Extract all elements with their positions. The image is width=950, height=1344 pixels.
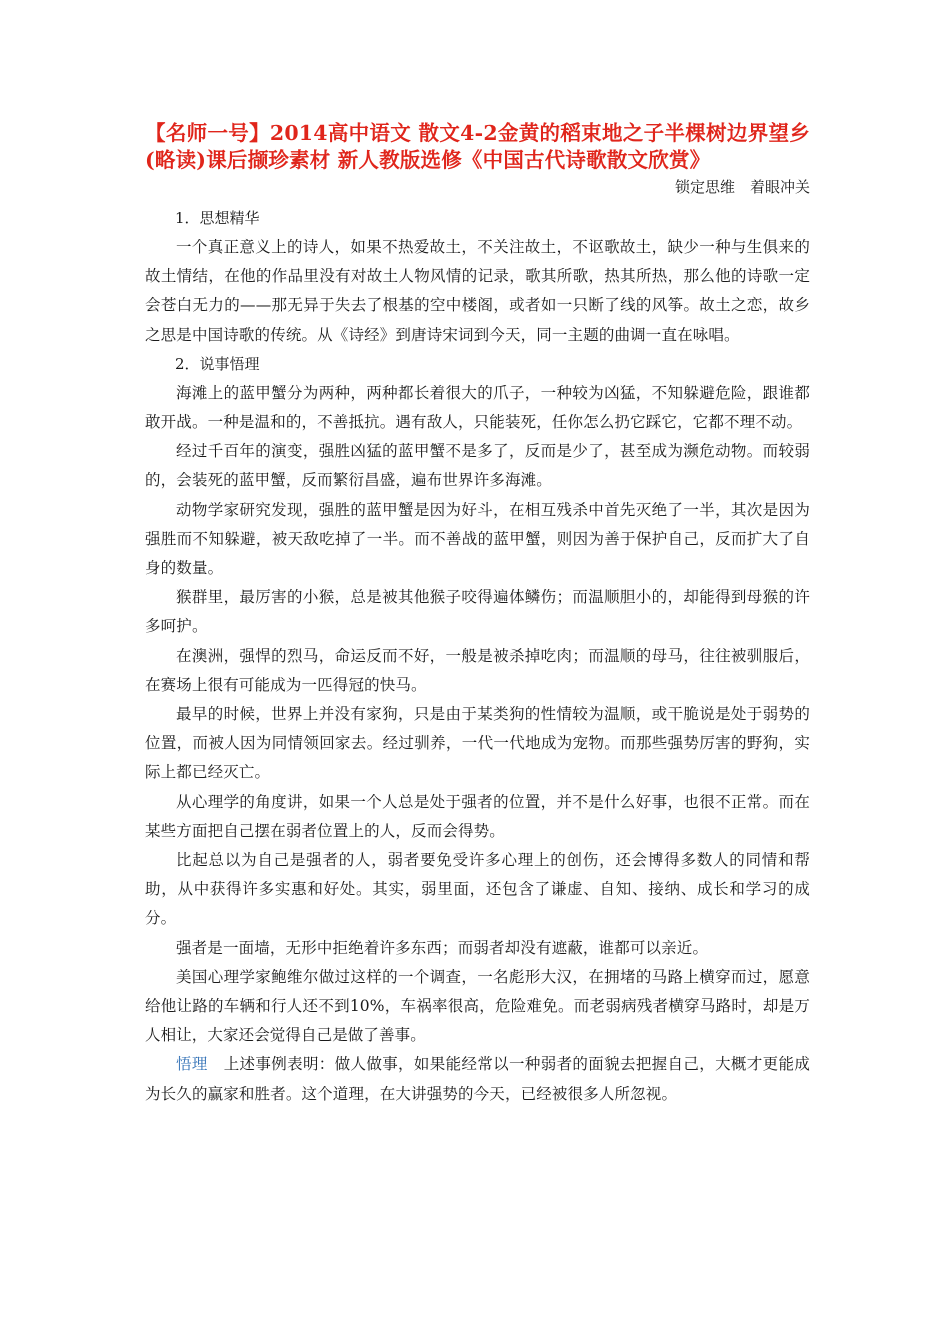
paragraph: 最早的时候，世界上并没有家狗，只是由于某类狗的性情较为温顺，或干脆说是处于弱势的位置，而被人因为同情领回家去。经过驯养，一代一代地成为宠物。而那些强势厉害的野狗，实际上都已经灭亡。 [145, 705, 810, 782]
section-heading-1: 1．思想精华 [175, 209, 260, 227]
paragraph: 在澳洲，强悍的烈马，命运反而不好，一般是被杀掉吃肉；而温顺的母马，往往被驯服后，在赛场上很有可能成为一匹得冠的快马。 [145, 646, 810, 694]
paragraph: 猴群里，最厉害的小猴，总是被其他猴子咬得遍体鳞伤；而温顺胆小的，却能得到母猴的许多呵护。 [145, 588, 810, 636]
paragraph: 海滩上的蓝甲蟹分为两种，两种都长着很大的爪子，一种较为凶猛，不知躲避危险，跟谁都敢开战。一种是温和的，不善抵抗。遇有敌人，只能装死，任你怎么扔它踩它，它都不理不动。 [145, 383, 810, 432]
section-heading-2: 2．说事悟理 [175, 354, 260, 373]
paragraph: 经过千百年的演变，强胜凶猛的蓝甲蟹不是多了，反而是少了，甚至成为濒危动物。而较弱的，会装死的蓝甲蟹，反而繁衍昌盛，遍布世界许多海滩。 [145, 442, 810, 490]
document-title: 【名师一号】2014高中语文 散文4-2金黄的稻束地之子半棵树边界望乡(略读)课后撷珍素材 新人教版选修《中国古代诗歌散文欣赏》 [145, 121, 810, 172]
wuli-paragraph [145, 1050, 810, 1108]
wuli-text: 上述事例表明：做人做事，如果能经常以一种弱者的面貌去把握自己，大概才更能成为长久的赢家和胜者。这个道理，在大讲强势的今天，已经被很多人所忽视。 [145, 1055, 810, 1103]
wuli-label: 悟理 [176, 1055, 208, 1074]
paragraph: 从心理学的角度讲，如果一个人总是处于强者的位置，并不是什么好事，也很不正常。而在某些方面把自己摆在弱者位置上的人，反而会得势。 [145, 792, 810, 840]
document-page [145, 120, 810, 1109]
paragraph: 美国心理学家鲍维尔做过这样的一个调查，一名彪形大汉，在拥堵的马路上横穿而过，愿意给他让路的车辆和行人还不到10%，车祸率很高，危险难免。而老弱病残者横穿马路时，却是万人相让，大家还会觉得自己是做了善事。 [145, 967, 810, 1045]
paragraph: 动物学家研究发现，强胜的蓝甲蟹是因为好斗，在相互残杀中首先灭绝了一半，其次是因为强胜而不知躲避，被天敌吃掉了一半。而不善战的蓝甲蟹，则因为善于保护自己，反而扩大了自身的数量。 [145, 500, 810, 578]
paragraph: 一个真正意义上的诗人，如果不热爱故土，不关注故土，不讴歌故土，缺少一种与生俱来的故土情结，在他的作品里没有对故土人物风情的记录，歌其所歌，热其所热，那么他的诗歌一定会苍白无力的——那无异于失去了根基的空中楼阁，或者如一只断了线的风筝。故土之恋，故乡之思是中国诗歌的传统。从《诗经》到唐诗宋词到今天，同一主题的曲调一直在咏唱。 [145, 238, 810, 344]
document-subtitle: 锁定思维 着眼冲关 [674, 178, 810, 196]
paragraph: 强者是一面墙，无形中拒绝着许多东西；而弱者却没有遮蔽，谁都可以亲近。 [176, 938, 709, 957]
paragraph: 比起总以为自己是强者的人，弱者要免受许多心理上的创伤，还会博得多数人的同情和帮助，从中获得许多实惠和好处。其实，弱里面，还包含了谦虚、自知、接纳、成长和学习的成分。 [145, 851, 810, 928]
